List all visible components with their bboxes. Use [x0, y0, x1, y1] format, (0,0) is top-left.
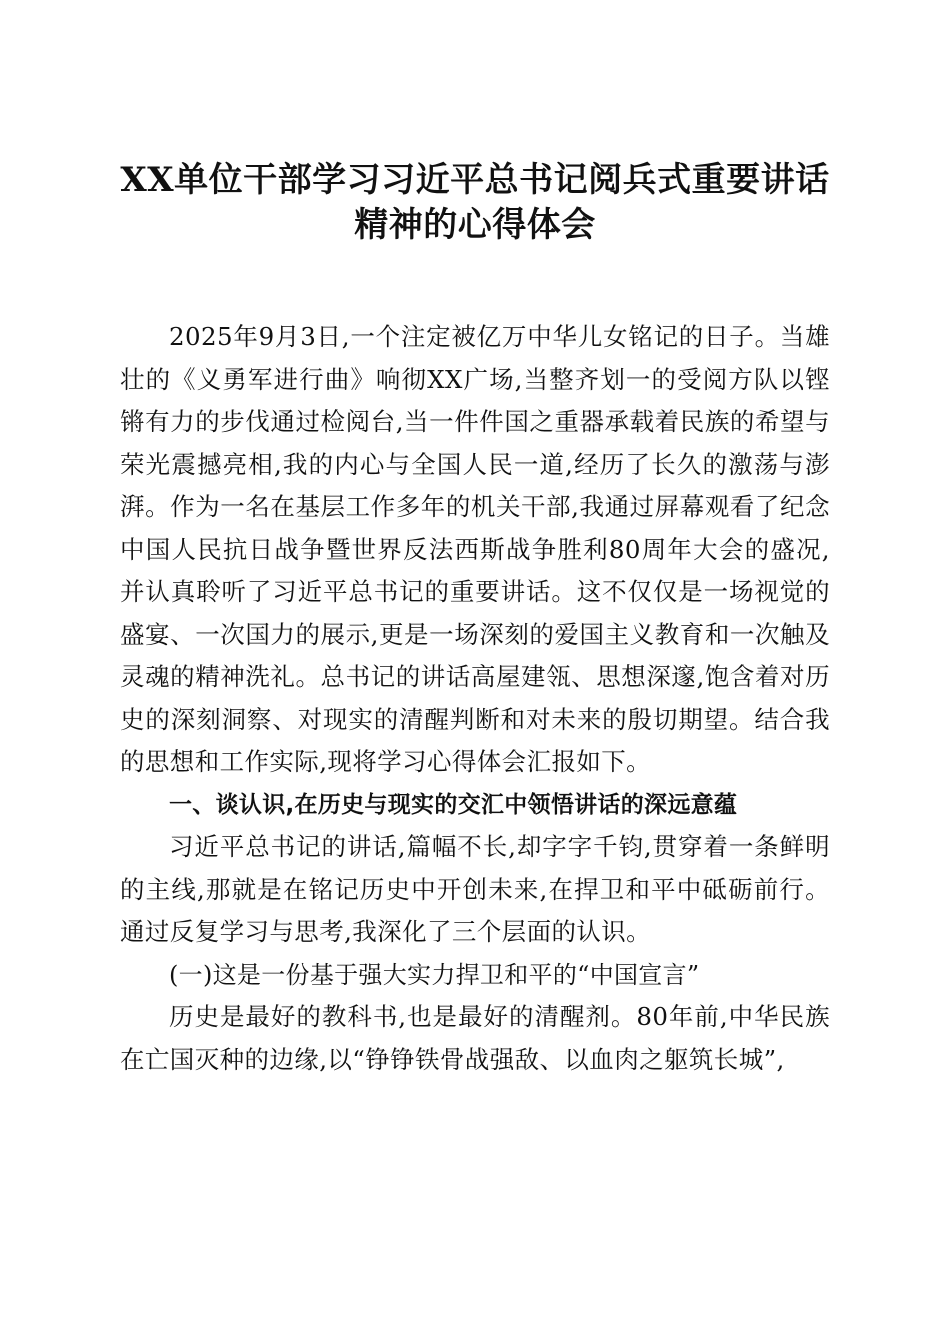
document-page [120, 158, 830, 1081]
intro-paragraph: 2025年9月3日,一个注定被亿万中华儿女铭记的日子。当雄壮的《义勇军进行曲》响彻XX广场,当整齐划一的受阅方队以铿锵有力的步伐通过检阅台,当一件件国之重器承载着民族的希望与荣光震撼亮相,我的内心与全国人民一道,经历了长久的激荡与澎湃。作为一名在基层工作多年的机关干部,我通过屏幕观看了纪念中国人民抗日战争暨世界反法西斯战争胜利80周年大会的盛况,并认真聆听了习近平总书记的重要讲话。这不仅仅是一场视觉的盛宴、一次国力的展示,更是一场深刻的爱国主义教育和一次触及灵魂的精神洗礼。总书记的讲话高屋建瓴、思想深邃,饱含着对历史的深刻洞察、对现实的清醒判断和对未来的殷切期望。结合我的思想和工作实际,现将学习心得体会汇报如下。 [120, 322, 830, 776]
section-heading: 一、谈认识,在历史与现实的交汇中领悟讲话的深远意蕴 [169, 791, 738, 818]
document-title: XX单位干部学习习近平总书记阅兵式重要讲话精神的心得体会 [120, 160, 830, 245]
subheading: (一)这是一份基于强大实力捍卫和平的“中国宣言” [169, 960, 700, 989]
document-body [120, 316, 830, 1081]
section-paragraph: 习近平总书记的讲话,篇幅不长,却字字千钧,贯穿着一条鲜明的主线,那就是在铭记历史中开创未来,在捍卫和平中砥砺前行。通过反复学习与思考,我深化了三个层面的认识。 [120, 832, 830, 946]
subsection-paragraph: 历史是最好的教科书,也是最好的清醒剂。80年前,中华民族在亡国灭种的边缘,以“铮铮铁骨战强敌、以血肉之躯筑长城”, [120, 1002, 830, 1074]
